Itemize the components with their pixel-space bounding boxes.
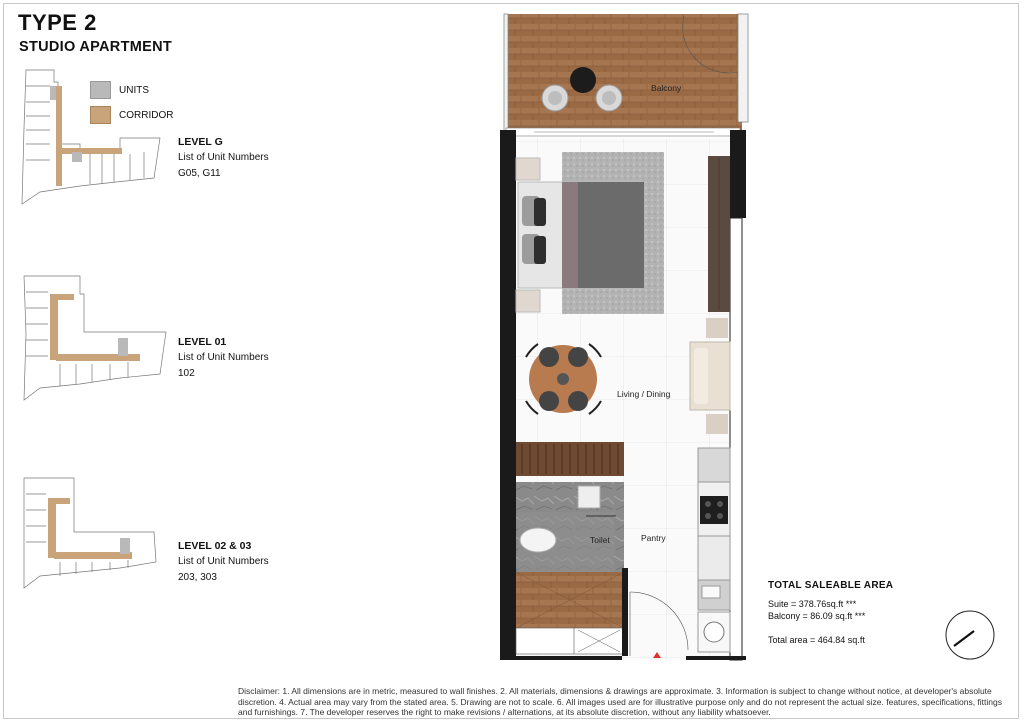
floor-plan xyxy=(494,12,754,668)
key-plan-level-01 xyxy=(20,274,170,404)
saleable-area-title: TOTAL SALEABLE AREA xyxy=(768,580,894,591)
north-arrow-icon xyxy=(944,609,996,661)
balcony-area: Balcony = 86.09 sq.ft *** xyxy=(768,611,866,621)
level-02-03-title: LEVEL 02 & 03 xyxy=(178,540,252,552)
level-02-03-info xyxy=(178,538,269,586)
suite-area: Suite = 378.76sq.ft *** xyxy=(768,599,857,609)
level-02-03-units: 203, 303 xyxy=(178,572,217,583)
total-area: Total area = 464.84 sq.ft xyxy=(768,635,865,645)
key-plan-level-02-03 xyxy=(20,476,170,594)
level-g-info xyxy=(178,134,269,182)
level-01-info xyxy=(178,334,269,382)
saleable-area-panel xyxy=(768,580,893,646)
level-02-03-list-label: List of Unit Numbers xyxy=(178,556,269,567)
level-01-units: 102 xyxy=(178,368,195,379)
level-g-title: LEVEL G xyxy=(178,136,223,148)
living-dining-label: Living / Dining xyxy=(617,389,671,399)
level-01-title: LEVEL 01 xyxy=(178,336,227,348)
toilet-label: Toilet xyxy=(590,535,610,545)
legend-corridor-label: CORRIDOR xyxy=(119,109,174,121)
legend-units-label: UNITS xyxy=(119,84,149,96)
key-plan-level-g xyxy=(20,68,165,208)
level-01-list-label: List of Unit Numbers xyxy=(178,352,269,363)
level-g-units: G05, G11 xyxy=(178,168,221,179)
page-subtitle: STUDIO APARTMENT xyxy=(19,39,173,55)
pantry-label: Pantry xyxy=(641,533,666,543)
disclaimer-text: Disclaimer: 1. All dimensions are in metric, measured to wall finishes. 2. All materials, dimensions & drawings are approximate. 3. Information is subject to change without notice, at developer's absolute discretion. 4. Actual area may vary from the stated area. 5. Drawing are not to scale. 6. All images used are for illustrative purpose only and do not represent the actual size. features, specifications, fittings and furnishings. 7. The developer reserves the right to make revisions / alternations, at its absolute discretion, without any liability whatsoever. xyxy=(238,686,1002,717)
level-g-list-label: List of Unit Numbers xyxy=(178,152,269,163)
page-title: TYPE 2 xyxy=(18,10,97,35)
balcony-label: Balcony xyxy=(651,83,682,93)
